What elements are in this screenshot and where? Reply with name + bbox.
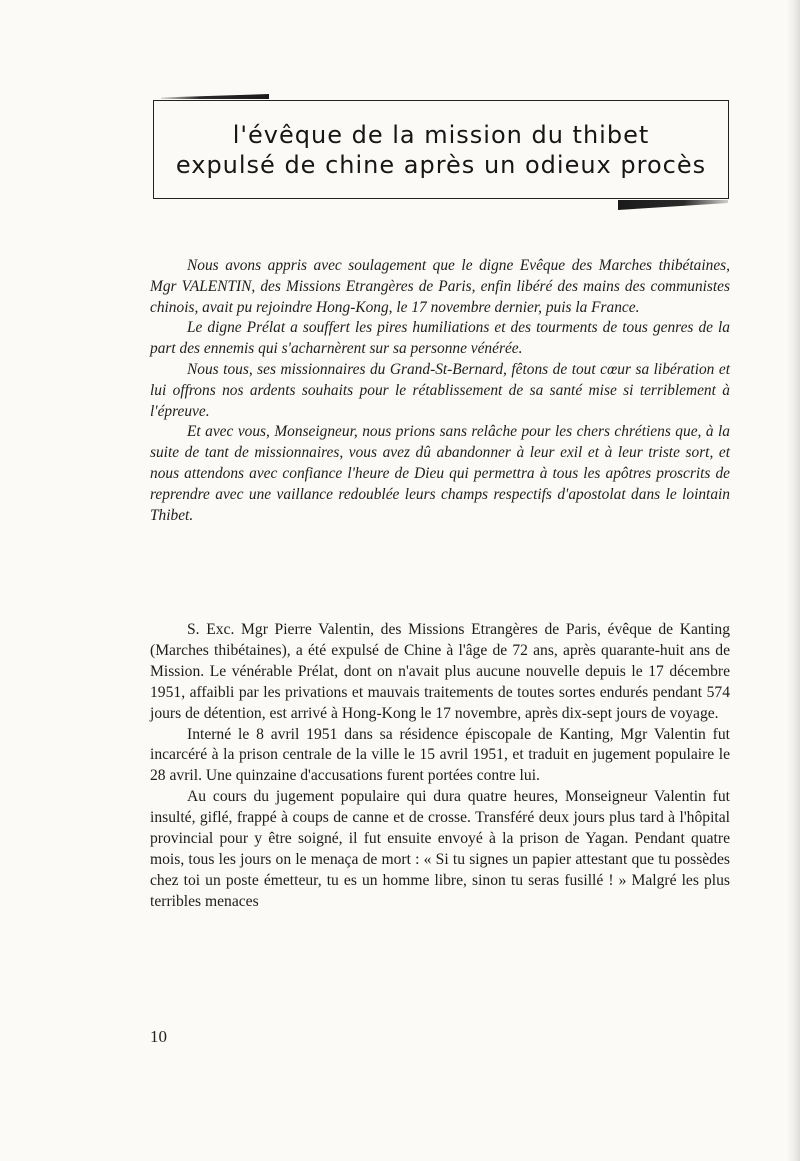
intro-paragraph: Nous avons appris avec soulagement que le digne Evêque des Marches thibétaines, Mgr VALENTIN, des Missions Etrangères de Paris, enfin libéré des mains des communistes chinois, avait pu rejoindre Hong-Kong, le 17 novembre dernier, puis la France. — [150, 257, 730, 316]
intro-paragraph: Nous tous, ses missionnaires du Grand-St-Bernard, fêtons de tout cœur sa libération et lui offrons nos ardents souhaits pour le rétablissement de sa santé mise si terriblement à l'épreuve. — [150, 360, 730, 420]
article-body — [150, 620, 730, 913]
title-line-2: expulsé de chine après un odieux procès — [175, 150, 707, 179]
body-paragraph: Au cours du jugement populaire qui dura quatre heures, Monseigneur Valentin fut insulté, giflé, frappé à coups de canne et de crosse. Transféré deux jours plus tard à l'hôpital provincial pour y être soigné, il fut ensuite envoyé à la prison de Yagan. Pendant quatre mois, tous les jours on le menaça de mort : « Si tu signes un papier attestant que tu possèdes chez toi un poste émetteur, tu es un homme libre, sinon tu seras fusillé ! » Malgré les plus terribles menaces — [150, 788, 730, 910]
intro-paragraph: Et avec vous, Monseigneur, nous prions sans relâche pour les chers chrétiens que, à la suite de tant de missionnaires, vous avez dû abandonner à leur exil et à leur triste sort, et nous attendons avec confiance l'heure de Dieu qui permettra à tous les apôtres proscrits de reprendre avec une vaillance redoublée leurs champs respectifs d'apostolat dans le lointain Thibet. — [150, 423, 730, 524]
page-edge-shadow — [786, 0, 800, 1161]
title-ornament-top — [161, 94, 269, 99]
intro-paragraph: Le digne Prélat a souffert les pires humiliations et des tourments de tous genres de la part des ennemis qui s'acharnèrent sur sa personne vénérée. — [150, 319, 730, 358]
title-ornament-bottom — [618, 200, 728, 210]
body-paragraph: Interné le 8 avril 1951 dans sa résidence épiscopale de Kanting, Mgr Valentin fut incarcéré à la prison centrale de la ville le 15 avril 1951, et traduit en jugement populaire le 28 avril. Une quinzaine d'accusations furent portées contre lui. — [150, 725, 730, 785]
title-line-1: l'évêque de la mission du thibet — [232, 120, 650, 149]
intro-section — [150, 256, 730, 526]
page-number: 10 — [150, 1027, 167, 1046]
body-paragraph: S. Exc. Mgr Pierre Valentin, des Missions Etrangères de Paris, évêque de Kanting (Marches thibétaines), a été expulsé de Chine à l'âge de 72 ans, après quarante-huit ans de Mission. Le vénérable Prélat, dont on n'avait plus aucune nouvelle depuis le 17 décembre 1951, affaibli par les privations et mauvais traitements de toutes sortes endurés pendant 574 jours de détention, est arrivé à Hong-Kong le 17 novembre, après dix-sept jours de voyage. — [150, 621, 730, 722]
title-box — [153, 100, 729, 199]
